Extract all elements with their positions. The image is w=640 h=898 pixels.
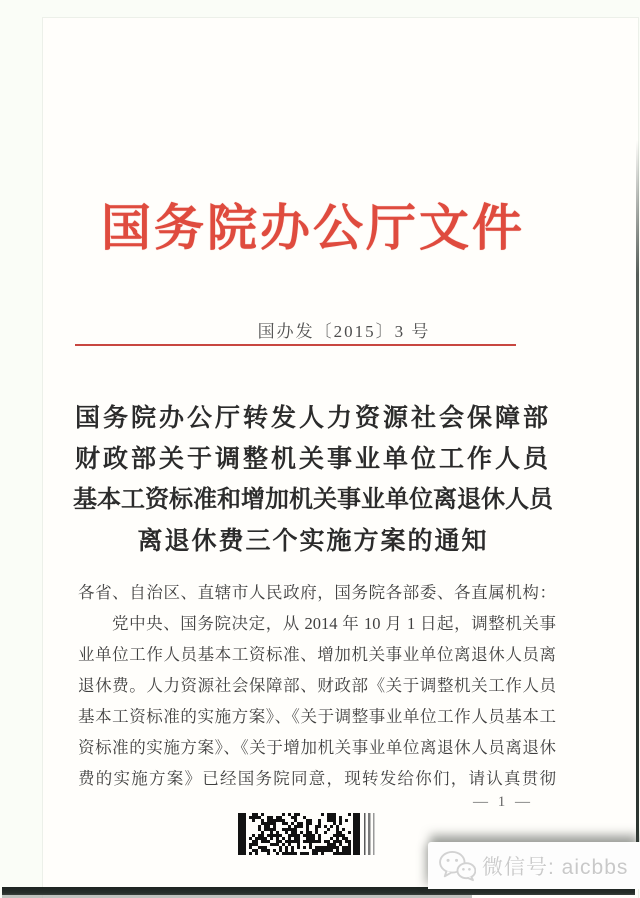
pdf417-barcode: [238, 813, 386, 855]
wechat-icon: [438, 850, 476, 882]
doc-number: 国办发〔2015〕3 号: [257, 322, 431, 341]
notice-heading-line: 基本工资标准和增加机关事业单位离退休人员: [73, 487, 553, 513]
body-line: 业单位工作人员基本工资标准、增加机关事业单位离退休人员离: [78, 645, 556, 664]
document-page: [43, 18, 638, 898]
notice-heading-line: 国务院办公厅转发人力资源社会保障部: [74, 405, 551, 432]
body-line: 退休费。人力资源社会保障部、财政部《关于调整机关工作人员: [78, 676, 556, 695]
notice-heading-line: 离退休费三个实施方案的通知: [137, 528, 489, 555]
watermark-label: 微信号: aicbbs: [482, 855, 629, 879]
wechat-watermark: [428, 842, 640, 889]
body-line: 费的实施方案》已经国务院同意，现转发给你们，请认真贯彻: [78, 769, 556, 788]
barcode-image: [238, 813, 386, 855]
banner-title: 国务院办公厅文件: [101, 200, 525, 256]
notice-heading-line: 财政部关于调整机关事业单位工作人员: [74, 446, 551, 473]
body-line: 资标准的实施方案》、《关于增加机关事业单位离退休人员离退休: [78, 738, 556, 757]
body-line: 基本工资标准的实施方案》、《关于调整事业单位工作人员基本工: [78, 707, 556, 726]
body-line: 党中央、国务院决定，从 2014 年 10 月 1 日起，调整机关事: [112, 614, 556, 633]
body-paragraphs: [78, 577, 556, 794]
body-line-salutation: 各省、自治区、直辖市人民政府，国务院各部委、各直属机构：: [78, 583, 556, 602]
notice-heading: [43, 398, 583, 562]
page-number: — 1 —: [473, 794, 533, 810]
page-right-edge: [636, 140, 639, 888]
red-divider: [75, 344, 516, 346]
